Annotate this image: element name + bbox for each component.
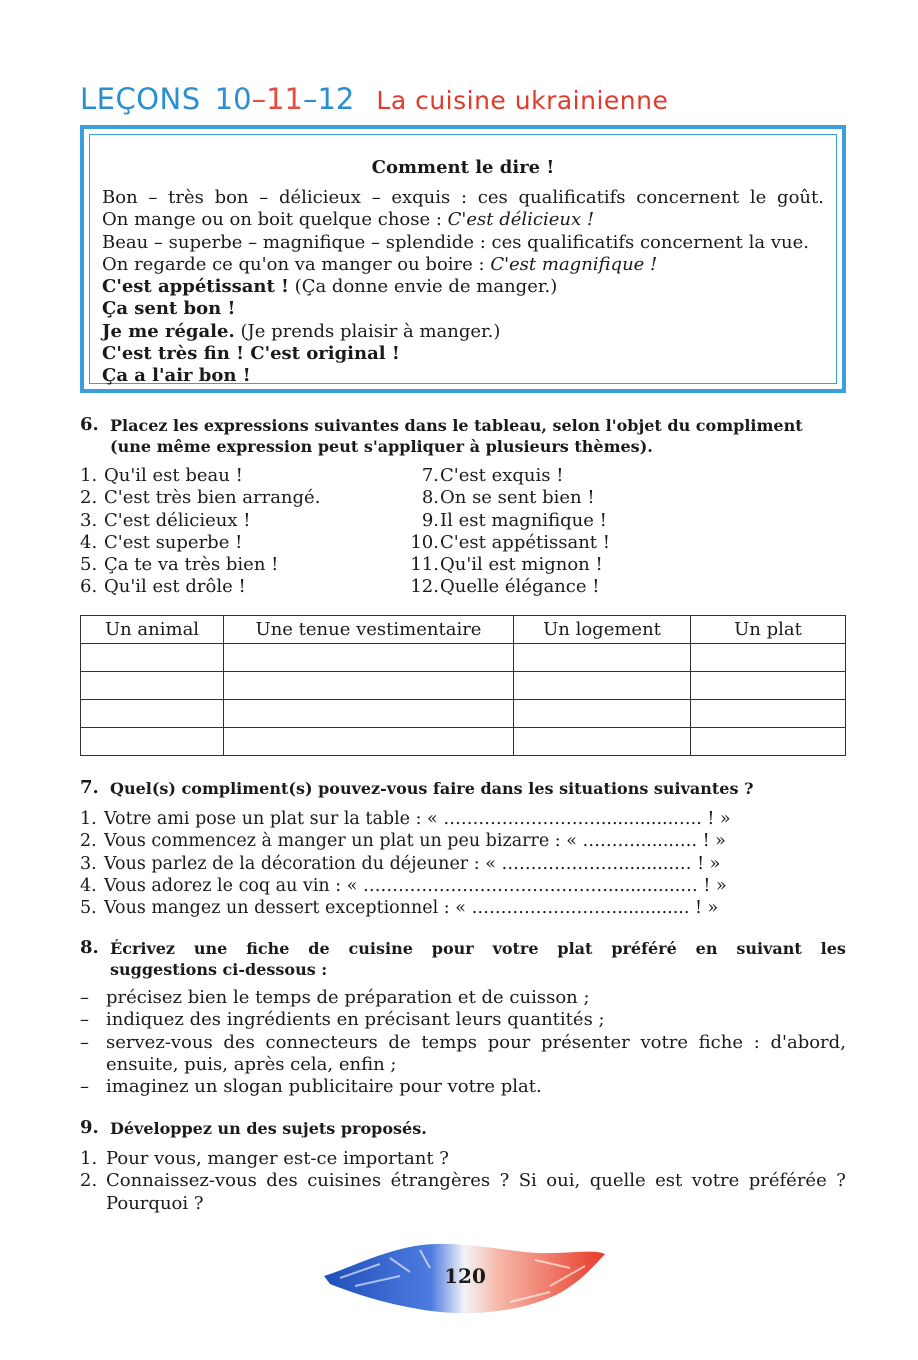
table-header-cell: Un plat <box>691 616 846 644</box>
word: pour <box>487 1031 531 1053</box>
box-line <box>102 343 824 365</box>
item-number: 12. <box>410 576 439 598</box>
word: préféré <box>611 939 677 958</box>
word: Connaissez-vous <box>106 1170 257 1192</box>
box-line-bold: C'est appétissant ! <box>102 276 289 298</box>
item-text: Quelle élégance ! <box>440 576 600 598</box>
list-item <box>80 987 846 1009</box>
item-number: 5. <box>80 554 98 576</box>
instruction-line: (une même expression peut s'appliquer à plusieurs thèmes). <box>110 437 653 456</box>
list-item <box>80 532 320 554</box>
item-text: C'est appétissant ! <box>440 531 610 553</box>
word: goût. <box>777 187 824 208</box>
box-line-text: On regarde ce qu'on va manger ou boire : <box>102 253 491 275</box>
lesson-subtitle: La cuisine ukrainienne <box>376 86 669 115</box>
table-header-cell: Une tenue vestimentaire <box>224 616 514 644</box>
word: votre <box>691 1170 740 1192</box>
list-item <box>80 875 731 897</box>
table-cell[interactable] <box>691 644 846 672</box>
list-item <box>80 465 320 487</box>
item-number: 5. <box>80 898 97 919</box>
list-item <box>80 1148 846 1170</box>
table-cell[interactable] <box>81 644 224 672</box>
exercise-9-instruction: Développez un des sujets proposés. <box>110 1119 427 1138</box>
table-cell[interactable] <box>514 700 691 728</box>
word: fiche <box>246 939 290 958</box>
item-text: Vous mangez un dessert exceptionnel : « …………………….............. ! » <box>104 898 719 919</box>
word: ? <box>499 1170 510 1192</box>
table-cell[interactable] <box>691 728 846 756</box>
list-item <box>80 808 731 830</box>
instruction-line: Placez les expressions suivantes dans le tableau, selon l'objet du compliment <box>110 416 803 435</box>
table-cell[interactable] <box>224 700 514 728</box>
list-item-continuation <box>80 1054 846 1076</box>
table-cell[interactable] <box>81 728 224 756</box>
list-item <box>80 830 731 852</box>
list-item <box>80 1032 846 1054</box>
list-item <box>80 1076 846 1098</box>
item-number: 7. <box>421 465 439 486</box>
situations-list <box>80 808 731 919</box>
item-text: imaginez un slogan publicitaire pour votre plat. <box>106 1076 542 1098</box>
item-text: C'est très bien arrangé. <box>104 487 321 509</box>
lesson-number-10: 10 <box>214 82 252 116</box>
word: connecteurs <box>265 1031 378 1053</box>
box-line-bold: Ça a l'air bon ! <box>102 365 251 387</box>
word: qualificatifs <box>518 187 626 208</box>
instruction-text <box>110 938 846 959</box>
box-line <box>102 232 824 254</box>
list-item-continuation <box>80 1193 846 1215</box>
box-line <box>102 254 824 276</box>
box-line-text: On mange ou on boit quelque chose : <box>102 209 448 231</box>
word: préférée <box>748 1170 827 1192</box>
word: oui, <box>546 1170 581 1192</box>
table-header-row <box>81 616 846 644</box>
exercise-7-instruction: Quel(s) compliment(s) pouvez-vous faire dans les situations suivantes ? <box>110 779 754 798</box>
box-line <box>102 365 824 387</box>
item-number: 9. <box>421 509 439 531</box>
table-cell[interactable] <box>224 644 514 672</box>
box-line-bold: Ça sent bon ! <box>102 298 236 320</box>
list-item <box>80 487 320 509</box>
word: temps <box>421 1031 478 1053</box>
item-text: C'est délicieux ! <box>104 509 251 531</box>
word: : <box>753 1031 760 1053</box>
word: quelle <box>589 1170 646 1192</box>
list-item <box>80 554 320 576</box>
box-line-text: (Je prends plaisir à manger.) <box>234 320 501 342</box>
word: cuisines <box>307 1170 382 1192</box>
item-number: 4. <box>80 875 97 896</box>
word: exquis <box>391 187 451 208</box>
item-text: Ça te va très bien ! <box>104 554 279 576</box>
word: une <box>193 939 228 958</box>
table-cell[interactable] <box>514 728 691 756</box>
item-text: indiquez des ingrédients en précisant leurs quantités ; <box>106 1009 605 1031</box>
word: en <box>695 939 718 958</box>
lesson-separator: – <box>302 82 318 116</box>
box-line-bold: Je me régale. <box>102 320 235 342</box>
word: servez-vous <box>106 1031 213 1053</box>
item-text: Vous parlez de la décoration du déjeuner : « ………………….........… ! » <box>104 853 721 874</box>
item-text: Qu'il est drôle ! <box>104 576 246 598</box>
compliment-table <box>80 615 846 756</box>
word: de <box>388 1031 411 1053</box>
item-number: 2. <box>80 487 98 509</box>
table-cell[interactable] <box>691 672 846 700</box>
word: fiche <box>698 1031 744 1053</box>
word: concernent <box>636 187 740 208</box>
list-item <box>80 853 731 875</box>
item-text <box>106 1032 846 1054</box>
item-text: Vous commencez à manger un plat un peu bizarre : « ……….......…. ! » <box>104 831 726 852</box>
word: Écrivez <box>110 939 176 958</box>
list-item <box>80 1170 846 1192</box>
item-text <box>106 1170 846 1192</box>
word: suivant <box>736 939 802 958</box>
page-number: 120 <box>444 1264 486 1288</box>
item-text-line <box>106 1032 846 1054</box>
dash-bullet: – <box>80 987 89 1008</box>
item-number: 1. <box>80 809 97 829</box>
word: ? <box>836 1170 846 1192</box>
exercise-7-number: 7. <box>80 777 99 798</box>
word: de <box>308 939 330 958</box>
word: votre <box>640 1031 688 1053</box>
list-item <box>404 576 610 598</box>
table-cell[interactable] <box>81 700 224 728</box>
item-text: précisez bien le temps de préparation et de cuisson ; <box>106 987 590 1008</box>
word: est <box>655 1170 683 1192</box>
lessons-label: LEÇONS <box>80 82 201 116</box>
word: pour <box>431 939 474 958</box>
exercise-6-number: 6. <box>80 414 99 435</box>
box-title: Comment le dire ! <box>371 157 555 178</box>
box-line <box>102 321 824 343</box>
box-line <box>102 276 824 298</box>
exercise-8-instruction <box>110 938 846 980</box>
box-line-italic: C'est magnifique ! <box>490 253 658 275</box>
dash-bullet: – <box>80 1009 89 1031</box>
item-number: 3. <box>80 509 98 531</box>
item-number: 4. <box>80 531 98 553</box>
box-line-bold: C'est très fin ! C'est original ! <box>102 343 400 365</box>
box-line-text <box>102 187 824 209</box>
word: délicieux <box>278 187 361 208</box>
item-number: 2. <box>80 1170 98 1192</box>
topics-list <box>80 1148 846 1215</box>
item-number: 10. <box>410 531 439 553</box>
table-cell[interactable] <box>224 728 514 756</box>
list-item <box>404 554 610 576</box>
expressions-right-list <box>404 465 610 599</box>
list-item <box>80 897 731 919</box>
word: – <box>148 187 158 208</box>
table-cell[interactable] <box>224 672 514 700</box>
box-content <box>102 187 824 388</box>
page-footer <box>320 1238 610 1318</box>
lesson-separator: – <box>251 82 267 116</box>
box-line <box>102 187 824 209</box>
suggestions-list <box>80 987 846 1098</box>
word: Si <box>518 1170 537 1192</box>
item-text: C'est exquis ! <box>440 465 564 486</box>
word: présenter <box>541 1031 630 1053</box>
word: d'abord, <box>770 1031 846 1053</box>
word: cuisine <box>348 939 413 958</box>
word: étrangères <box>390 1170 491 1192</box>
word: Bon <box>102 187 138 208</box>
word: le <box>749 187 767 208</box>
comment-le-dire-box <box>80 125 846 393</box>
table-row <box>81 672 846 700</box>
word: des <box>266 1170 298 1192</box>
box-inner-border <box>89 134 837 387</box>
item-text: C'est superbe ! <box>104 531 243 553</box>
table-row <box>81 728 846 756</box>
list-item <box>404 532 610 554</box>
box-line <box>102 298 824 320</box>
item-text: Pourquoi ? <box>106 1192 204 1214</box>
word: : <box>460 187 468 208</box>
lesson-number-11: 11 <box>266 82 303 116</box>
item-number: 3. <box>80 853 97 874</box>
item-text: Il est magnifique ! <box>440 509 607 531</box>
table-row <box>81 700 846 728</box>
word: – <box>259 187 269 208</box>
list-item <box>404 487 610 509</box>
item-text: Qu'il est beau ! <box>104 465 243 486</box>
word: plat <box>557 939 593 958</box>
lesson-header <box>80 82 668 116</box>
word: ces <box>477 187 508 208</box>
word: les <box>820 939 846 958</box>
item-number: 6. <box>80 576 98 598</box>
number-spacer <box>80 1193 106 1215</box>
item-text: ensuite, puis, après cela, enfin ; <box>106 1053 397 1075</box>
box-line-italic: C'est délicieux ! <box>447 209 595 231</box>
word: des <box>223 1031 255 1053</box>
item-number: 2. <box>80 831 97 852</box>
table-row <box>81 644 846 672</box>
dash-bullet: – <box>80 1076 89 1098</box>
exercise-9-number: 9. <box>80 1117 99 1138</box>
list-item <box>80 576 320 598</box>
item-text: Qu'il est mignon ! <box>440 554 603 576</box>
dash-spacer <box>80 1054 106 1076</box>
box-line-text: Beau – superbe – magnifique – splendide : ces qualificatifs concernent la vue. <box>102 231 809 253</box>
list-item <box>80 1009 846 1031</box>
table-cell[interactable] <box>514 644 691 672</box>
lesson-number-12: 12 <box>317 82 355 116</box>
instruction-line <box>110 938 846 959</box>
item-number: 11. <box>410 554 439 576</box>
item-text: Pour vous, manger est-ce important ? <box>106 1148 449 1169</box>
table-cell[interactable] <box>514 672 691 700</box>
exercise-6-instruction <box>110 415 846 457</box>
item-number: 1. <box>80 465 98 486</box>
word: bon <box>214 187 249 208</box>
table-header-cell: Un animal <box>81 616 224 644</box>
word: votre <box>492 939 539 958</box>
item-text: On se sent bien ! <box>440 487 595 509</box>
table-header-cell: Un logement <box>514 616 691 644</box>
item-text: Votre ami pose un plat sur la table : « ……………………….............….. ! » <box>104 809 731 829</box>
instruction-line: suggestions ci-dessous : <box>110 960 328 979</box>
table-cell[interactable] <box>81 672 224 700</box>
item-number: 8. <box>421 487 439 509</box>
dash-bullet: – <box>80 1031 89 1053</box>
box-line <box>102 209 824 231</box>
item-text-line <box>106 1170 846 1192</box>
word: – <box>371 187 381 208</box>
list-item <box>80 510 320 532</box>
word: très <box>168 187 204 208</box>
exercise-8-number: 8. <box>80 937 99 958</box>
box-line-text: (Ça donne envie de manger.) <box>288 276 558 298</box>
expressions-left-list <box>80 465 320 599</box>
list-item <box>404 510 610 532</box>
list-item <box>404 465 610 487</box>
item-number: 1. <box>80 1148 98 1169</box>
table-cell[interactable] <box>691 700 846 728</box>
item-text: Vous adorez le coq au vin : « …………………………………….............… ! » <box>104 875 727 896</box>
